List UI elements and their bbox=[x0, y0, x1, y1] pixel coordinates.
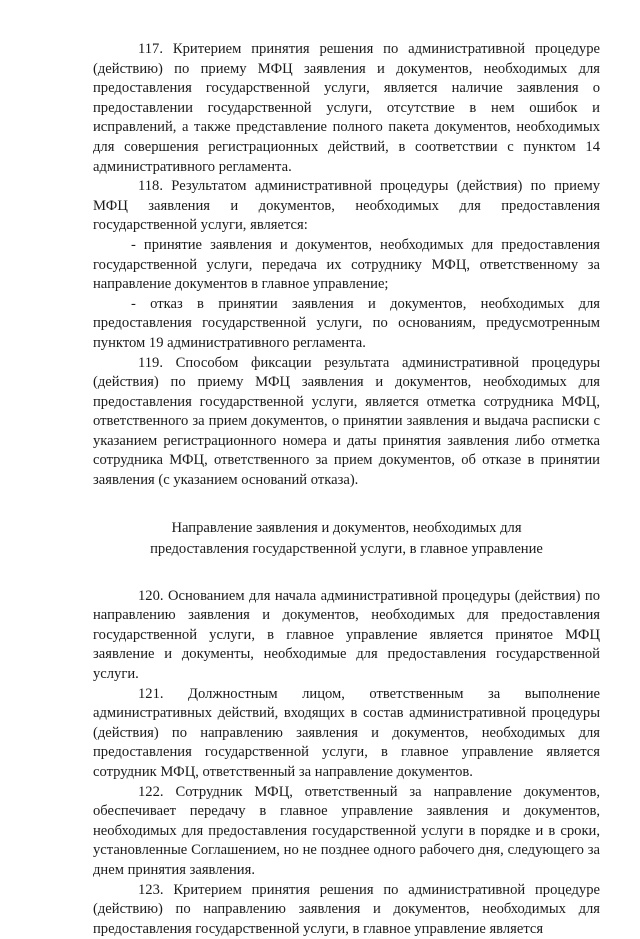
section-heading-line1: Направление заявления и документов, необходимых для bbox=[171, 519, 522, 536]
list-item-refuse: - отказ в принятии заявления и документов, необходимых для предоставления государственной услуги, по основаниям, предусмотренным пунктом 19 административного регламента. bbox=[93, 295, 600, 351]
paragraph-120: 120. Основанием для начала административной процедуры (действия) по направлению заявления и документов, необходимых для предоставления государственной услуги, в главное управление является принятое МФЦ заявление и документы, необходимые для предоставления государственной услуги. bbox=[93, 587, 600, 683]
paragraph-121: 121. Должностным лицом, ответственным за выполнение административных действий, входящих в состав административной процедуры (действия) по направлению заявления и документов, необходимых для предоставления государственной услуги, в главное управление является сотрудник МФЦ, ответственный за направление документов. bbox=[93, 685, 600, 780]
section-heading-line2: предоставления государственной услуги, в главное управление bbox=[150, 540, 543, 557]
paragraph-118: 118. Результатом административной процедуры (действия) по приему МФЦ заявления и документов, необходимых для предоставления государственной услуги, является: bbox=[93, 178, 600, 234]
paragraph-122: 122. Сотрудник МФЦ, ответственный за направление документов, обеспечивает передачу в главное управление заявления и документов, необходимых для предоставления государственной услуги в порядке и в сроки, установленные Соглашением, но не позднее одного рабочего дня, следующего за днем принятия заявления. bbox=[93, 783, 600, 878]
paragraph-123: 123. Критерием принятия решения по административной процедуре (действию) по направлению заявления и документов, необходимых для предоставления государственной услуги, в главное управление является bbox=[93, 881, 600, 937]
section-heading bbox=[93, 518, 600, 560]
list-item-accept: - принятие заявления и документов, необходимых для предоставления государственной услуги, передача их сотруднику МФЦ, ответственному за направление документов в главное управление; bbox=[93, 236, 600, 293]
paragraph-117: 117. Критерием принятия решения по административной процедуре (действию) по приему МФЦ заявления и документов, необходимых для предоставления государственной услуги, является наличие заявления о предоставлении государственной услуги, отсутствие в нем ошибок и исправлений, а также представление полного пакета документов, необходимых для совершения регистрационных действий, в соответствии с пунктом 14 административного регламента. bbox=[93, 41, 600, 175]
paragraph-119: 119. Способом фиксации результата административной процедуры (действия) по приему МФЦ заявления и документов, необходимых для предоставления государственной услуги, является отметка сотрудника МФЦ, ответственного за прием документов, о принятии заявления и выдача расписки с указанием регистрационного номера и даты принятия заявления либо отметка сотрудника МФЦ, ответственного за прием документов, об отказе в принятии заявления (с указанием оснований отказа). bbox=[93, 354, 600, 489]
